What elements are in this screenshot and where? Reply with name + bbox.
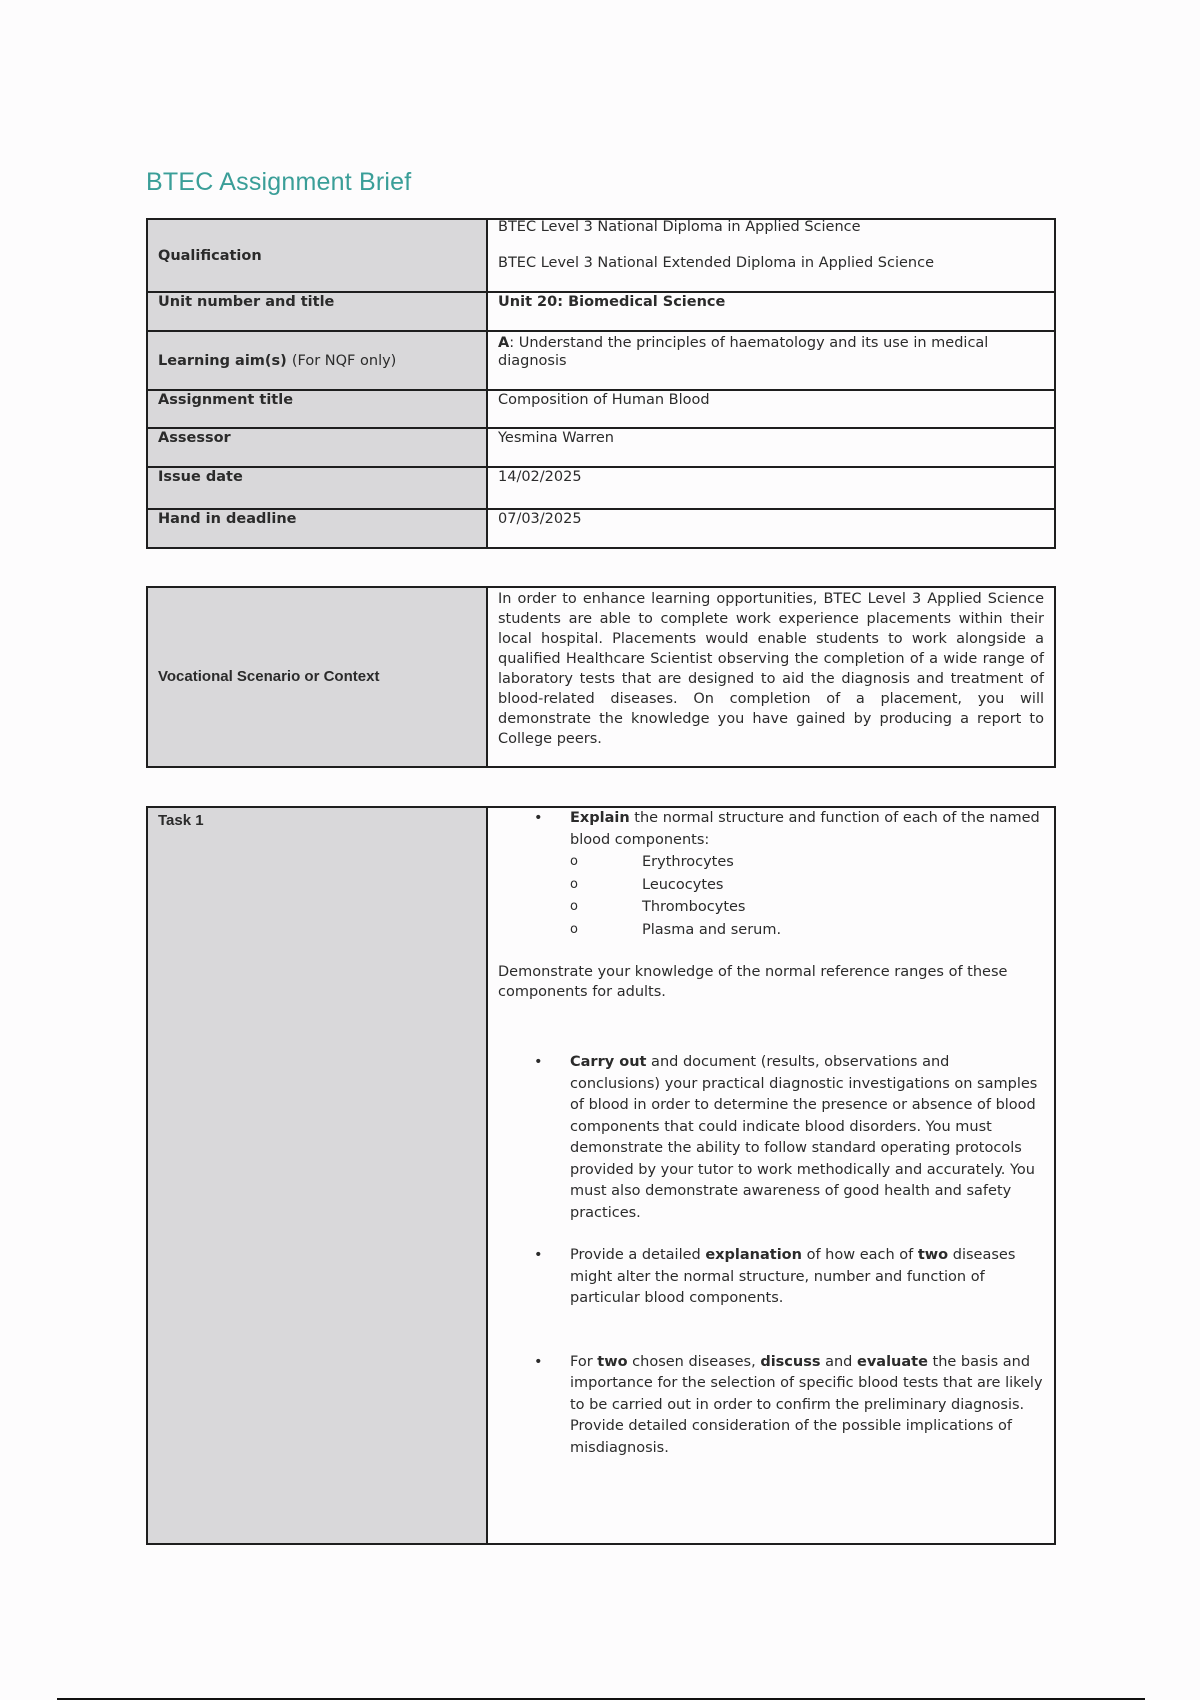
unit-value: Unit 20: Biomedical Science bbox=[487, 292, 1055, 331]
assessor-value: Yesmina Warren bbox=[487, 428, 1055, 467]
bullet-bold: Carry out bbox=[570, 1054, 647, 1070]
task-label: Task 1 bbox=[147, 807, 487, 1544]
row-learning-aim bbox=[147, 331, 1055, 390]
bullet-text: and bbox=[820, 1353, 857, 1370]
bullet-text: For bbox=[570, 1353, 598, 1370]
bullet-explanation bbox=[498, 1245, 1044, 1310]
component-text: Leucocytes bbox=[642, 876, 724, 893]
learning-aim-value bbox=[487, 331, 1055, 390]
row-scenario bbox=[147, 587, 1055, 767]
row-assignment-title bbox=[147, 390, 1055, 428]
learning-aim-label bbox=[147, 331, 487, 390]
qualification-line-1: BTEC Level 3 National Diploma in Applied Science bbox=[498, 219, 861, 235]
deadline-label: Hand in deadline bbox=[147, 509, 487, 548]
component-item bbox=[570, 896, 1044, 919]
component-text: Erythrocytes bbox=[642, 854, 734, 870]
bullet-bold: two bbox=[597, 1353, 628, 1370]
issue-date-label: Issue date bbox=[147, 467, 487, 509]
bullet-text: chosen diseases, bbox=[627, 1353, 761, 1370]
bullet-text: diseases might alter the normal structure, number and function of particular blood components. bbox=[570, 1247, 1016, 1306]
bullet-text: the normal structure and function of each of the named blood components: bbox=[570, 810, 1040, 848]
component-item bbox=[570, 874, 1044, 897]
bullet-bold: Explain bbox=[570, 810, 630, 826]
bullet-icon: • bbox=[534, 1247, 543, 1263]
component-item bbox=[570, 851, 1044, 874]
bullet-bold: evaluate bbox=[857, 1353, 928, 1370]
bullet-discuss bbox=[498, 1352, 1044, 1460]
assignment-title-value: Composition of Human Blood bbox=[487, 390, 1055, 428]
row-qualification bbox=[147, 219, 1055, 292]
learning-aim-prefix: A bbox=[498, 335, 510, 351]
scenario-label: Vocational Scenario or Context bbox=[147, 587, 487, 767]
row-issue-date bbox=[147, 467, 1055, 509]
document-title: BTEC Assignment Brief bbox=[146, 168, 412, 196]
learning-aim-label-note: (For NQF only) bbox=[291, 352, 397, 369]
bullet-carry-out bbox=[498, 1052, 1044, 1224]
deadline-value: 07/03/2025 bbox=[487, 509, 1055, 548]
row-unit bbox=[147, 292, 1055, 331]
bullet-text: of how each of bbox=[801, 1247, 918, 1263]
sub-bullet-icon: o bbox=[570, 854, 578, 869]
qualification-label: Qualification bbox=[147, 219, 487, 292]
assignment-info-table bbox=[146, 218, 1056, 549]
reference-range-text: Demonstrate your knowledge of the normal reference ranges of these components for adults. bbox=[498, 964, 1008, 1000]
bullet-text: Provide a detailed bbox=[570, 1247, 706, 1263]
sub-bullet-icon: o bbox=[570, 899, 578, 914]
sub-bullet-icon: o bbox=[570, 921, 578, 937]
sub-bullet-icon: o bbox=[570, 876, 578, 892]
qualification-value bbox=[487, 219, 1055, 292]
component-item bbox=[570, 919, 1044, 942]
bullet-text: and document (results, observations and conclusions) your practical diagnostic investigations on samples of blood in order to determine the presence or absence of blood components that could indicate blood disorders. You must demonstrate the ability to follow standard operating protocols provided by your tutor to work methodically and accurately. You must also demonstrate awareness of good health and safety practices. bbox=[570, 1054, 1038, 1221]
qualification-line-2: BTEC Level 3 National Extended Diploma in Applied Science bbox=[498, 255, 934, 271]
bullet-bold: explanation bbox=[705, 1247, 802, 1263]
row-assessor bbox=[147, 428, 1055, 467]
bullet-icon: • bbox=[534, 1353, 543, 1370]
assignment-title-label: Assignment title bbox=[147, 390, 487, 428]
bullet-explain bbox=[498, 808, 1044, 941]
bullet-text: the basis and importance for the selection of specific blood tests that are likely to be carried out in order to confirm the preliminary diagnosis. Provide detailed consideration of the possible implications of misdiagnosis. bbox=[570, 1353, 1043, 1456]
row-deadline bbox=[147, 509, 1055, 548]
learning-aim-text: : Understand the principles of haematology and its use in medical diagnosis bbox=[498, 335, 989, 369]
component-list bbox=[570, 851, 1044, 941]
assessor-label: Assessor bbox=[147, 428, 487, 467]
learning-aim-label-text: Learning aim(s) bbox=[158, 352, 287, 369]
row-task-1 bbox=[147, 807, 1055, 1544]
scenario-text: In order to enhance learning opportunities, BTEC Level 3 Applied Science students are able to complete work experience placements within their local hospital. Placements would enable students to work alongside a qualified Healthcare Scientist observing the completion of a wide range of laboratory tests that are designed to aid the diagnosis and treatment of blood-related diseases. On completion of a placement, you will demonstrate the knowledge you have gained by producing a report to College peers. bbox=[487, 587, 1055, 767]
unit-label: Unit number and title bbox=[147, 292, 487, 331]
component-text: Thrombocytes bbox=[642, 899, 746, 915]
task-bullets-2 bbox=[498, 1052, 1044, 1459]
issue-date-value: 14/02/2025 bbox=[487, 467, 1055, 509]
bullet-icon: • bbox=[534, 810, 543, 826]
task-content bbox=[487, 807, 1055, 1544]
bullet-icon: • bbox=[534, 1054, 543, 1070]
task-bullets-1 bbox=[498, 808, 1044, 941]
task-table bbox=[146, 806, 1056, 1545]
scenario-table bbox=[146, 586, 1056, 768]
bullet-bold: discuss bbox=[760, 1353, 821, 1370]
bullet-bold: two bbox=[917, 1247, 949, 1263]
component-text: Plasma and serum. bbox=[642, 921, 782, 938]
